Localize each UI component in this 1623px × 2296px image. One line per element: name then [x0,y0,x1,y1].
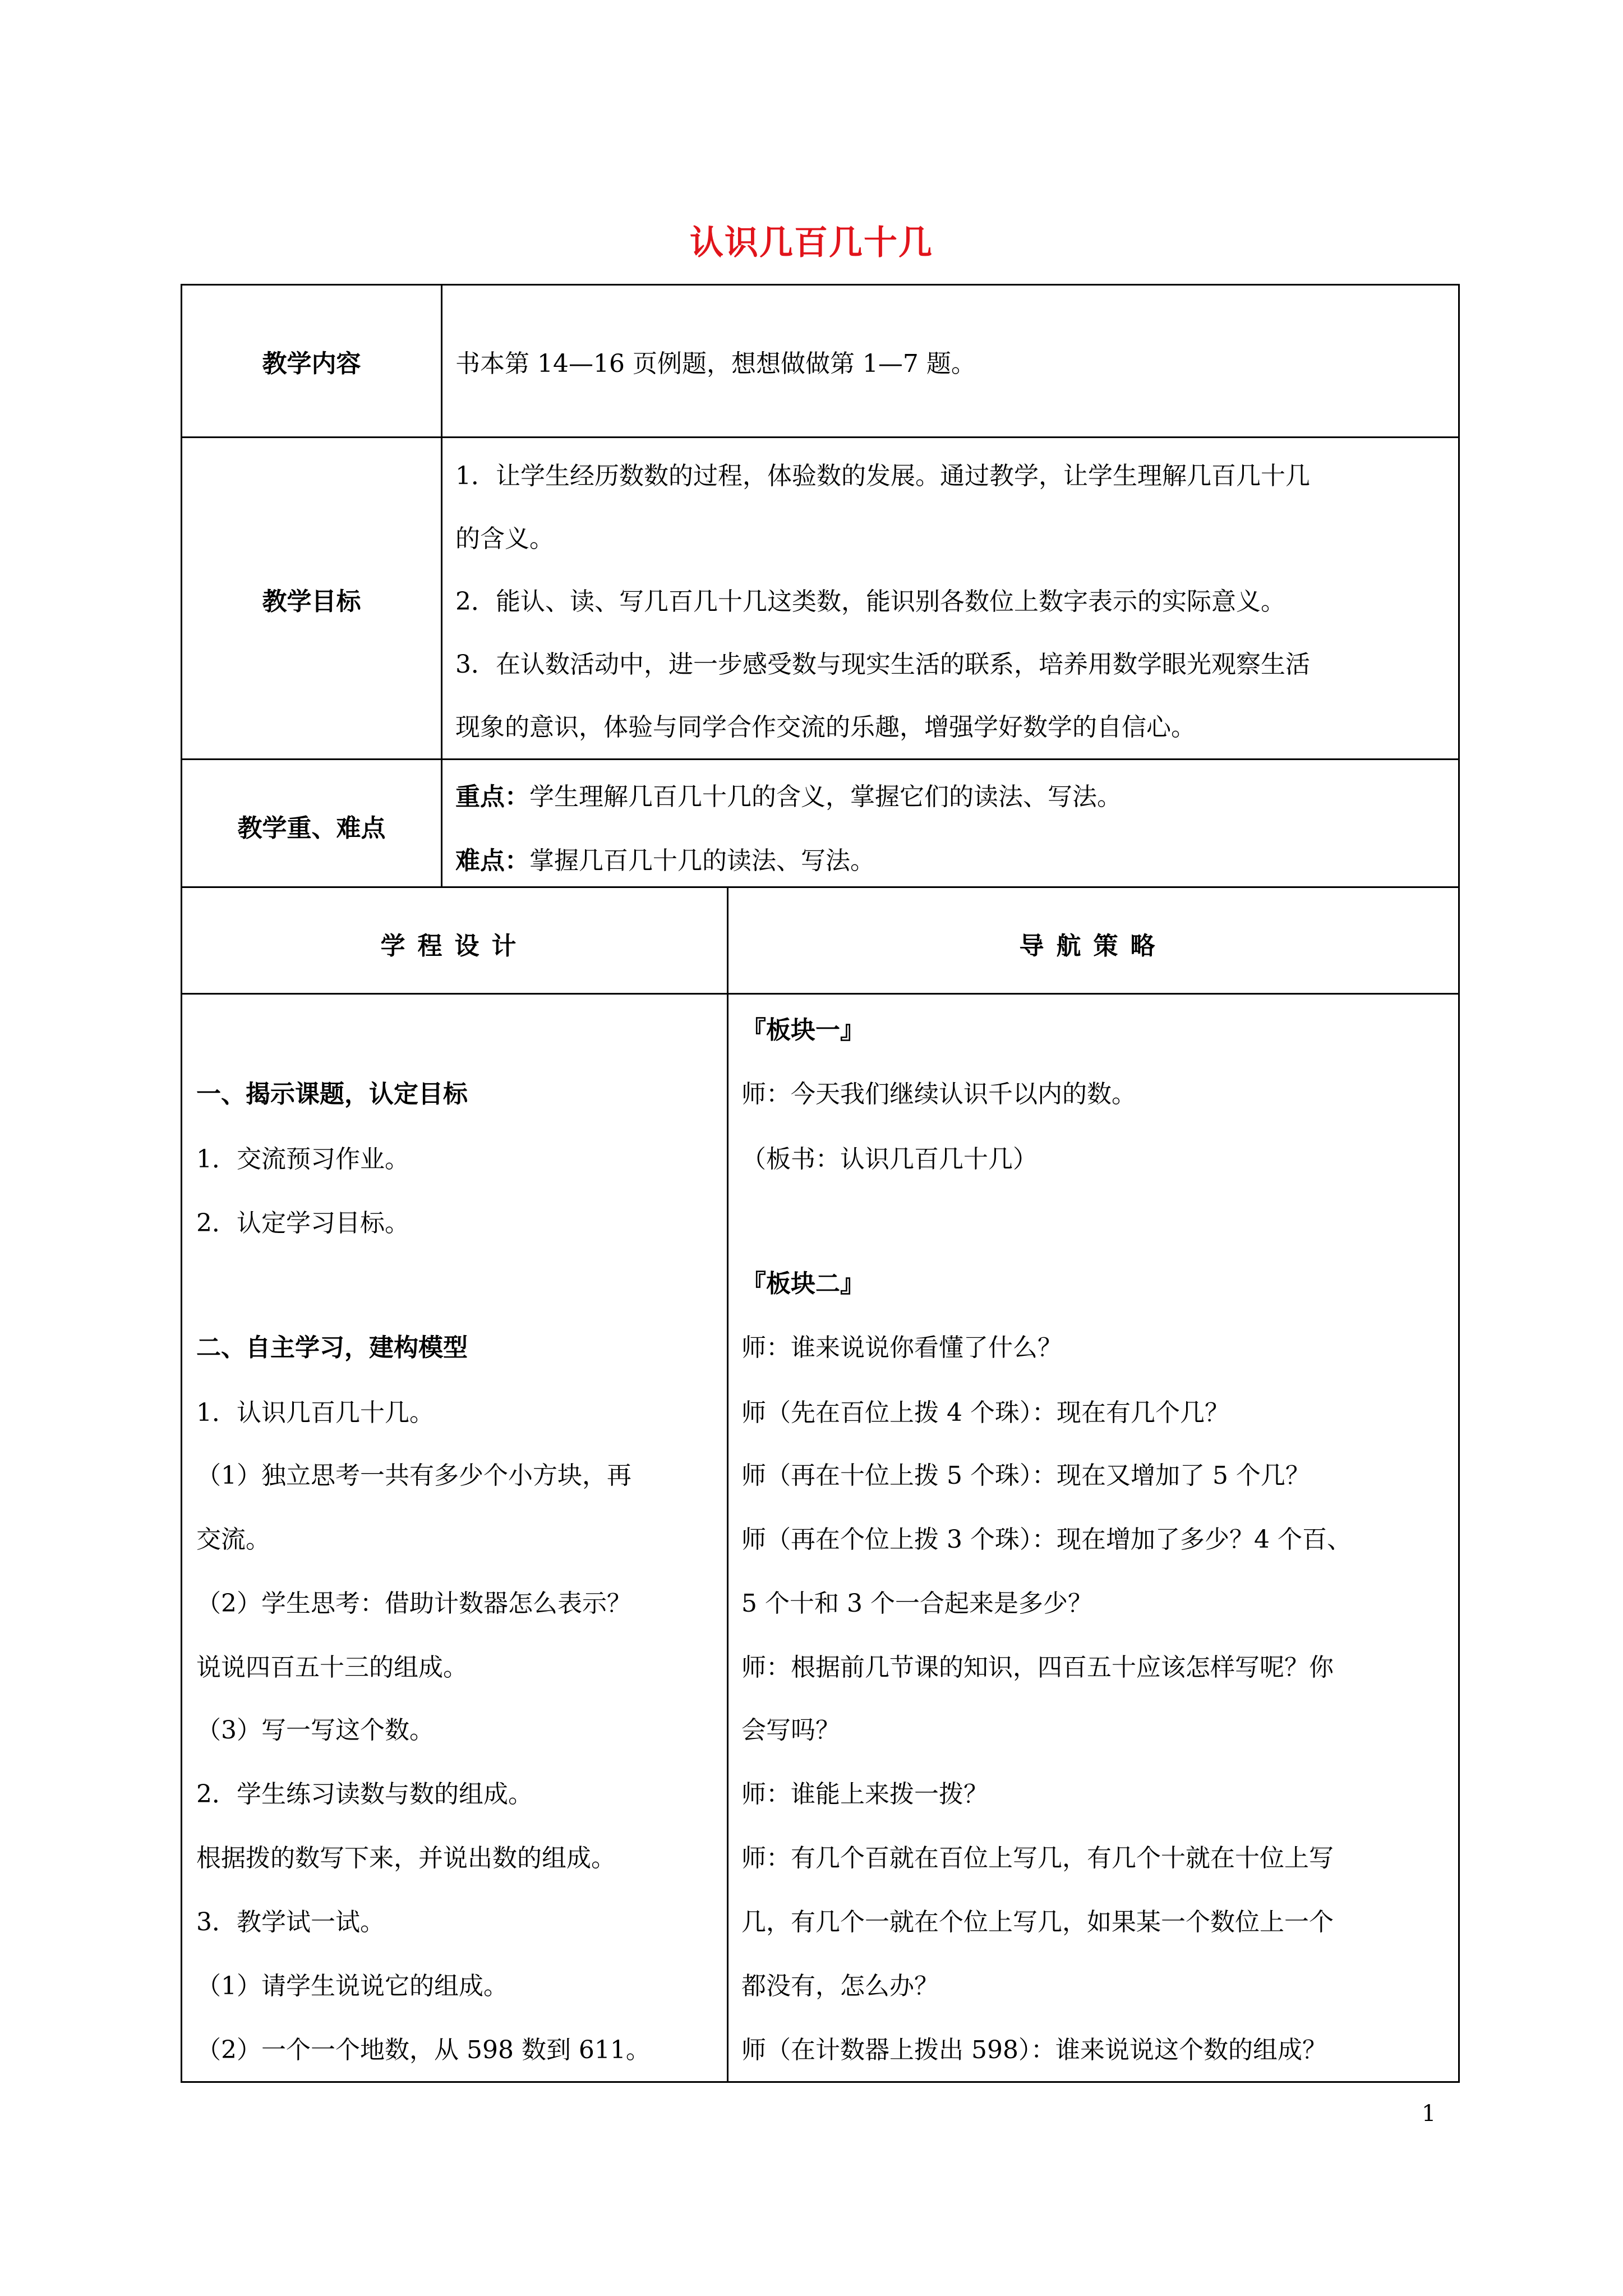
table-border-right [1458,284,1460,2083]
table-divider-label [441,284,442,887]
list-item: 1．认识几百几十几。 [196,1398,434,1427]
table-border-row1 [181,436,1460,438]
list-item: 说说四百五十三的组成。 [196,1653,468,1682]
objective-line: 2．能认、读、写几百几十几这类数，能识别各数位上数字表示的实际意义。 [455,587,1285,616]
table-border-row3 [181,886,1460,888]
focus-label: 重点： [455,783,529,811]
block-heading: 『板块一』 [741,1016,865,1045]
list-item: 师（先在百位上拨 4 个珠）：现在有几个几？ [741,1398,1229,1427]
table-border-row4 [181,993,1460,995]
objectives-label: 教学目标 [262,587,361,616]
table-border-row2 [181,758,1460,760]
objective-line: 1．让学生经历数数的过程，体验数的发展。通过教学，让学生理解几百几十几 [455,462,1310,490]
table-border-left [181,284,182,2083]
objective-line: 的含义。 [455,524,554,553]
list-item: 几，有几个一就在个位上写几，如果某一个数位上一个 [741,1908,1334,1936]
list-item: 1．交流预习作业。 [196,1145,409,1174]
list-item: 师：根据前几节课的知识，四百五十应该怎样写呢？你 [741,1653,1334,1682]
list-item: （2）一个一个地数，从 598 数到 611。 [196,2036,651,2064]
section-heading: 二、自主学习，建构模型 [196,1333,468,1362]
difficulty-label: 难点： [455,846,529,875]
list-item: （1）独立思考一共有多少个小方块，再 [196,1461,631,1490]
section-heading: 一、揭示课题，认定目标 [196,1080,468,1108]
list-item: 师：谁能上来拨一拨？ [741,1780,988,1809]
objective-line: 现象的意识，体验与同学合作交流的乐趣，增强学好数学的自信心。 [455,713,1196,742]
document-title: 认识几百几十几 [690,223,933,263]
objective-line: 3．在认数活动中，进一步感受数与现实生活的联系，培养用数学眼光观察生活 [455,650,1310,679]
list-item: （板书：认识几百几十几） [741,1145,1038,1174]
list-item: 2．学生练习读数与数的组成。 [196,1780,533,1809]
table-border-top [181,284,1460,286]
list-item: 都没有，怎么办？ [741,1972,939,2000]
list-item: 师（在计数器上拨出 598）：谁来说说这个数的组成？ [741,2036,1327,2064]
table-divider-columns [727,886,728,2083]
list-item: 师（再在十位上拨 5 个珠）：现在又增加了 5 个几？ [741,1461,1310,1490]
list-item: 师：今天我们继续认识千以内的数。 [741,1080,1136,1108]
list-item: 会写吗？ [741,1716,840,1745]
list-item: 师：谁来说说你看懂了什么？ [741,1333,1062,1362]
list-item: 3．教学试一试。 [196,1908,385,1936]
list-item: 根据拨的数写下来，并说出数的组成。 [196,1844,616,1872]
list-item: （3）写一写这个数。 [196,1716,434,1745]
focus-line [455,776,1122,812]
list-item: （2）学生思考：借助计数器怎么表示？ [196,1589,631,1618]
right-column-header: 导航策略 [1019,932,1168,960]
difficulty-line [455,840,875,876]
focus-text: 学生理解几百几十几的含义，掌握它们的读法、写法。 [529,783,1122,811]
content-text: 书本第 14—16 页例题，想想做做第 1—7 题。 [455,349,976,378]
block-heading: 『板块二』 [741,1269,865,1298]
list-item: 2．认定学习目标。 [196,1209,409,1237]
list-item: 师（再在个位上拨 3 个珠）：现在增加了多少？4 个百、 [741,1525,1352,1554]
left-column-header: 学程设计 [380,932,529,960]
page-number: 1 [1422,2101,1436,2127]
list-item: 师：有几个百就在百位上写几，有几个十就在十位上写 [741,1844,1334,1872]
list-item: （1）请学生说说它的组成。 [196,1972,508,2000]
list-item: 交流。 [196,1525,270,1554]
list-item: 5 个十和 3 个一合起来是多少？ [741,1589,1092,1618]
difficulty-text: 掌握几百几十几的读法、写法。 [529,846,875,875]
table-border-bottom [181,2081,1460,2083]
content-label: 教学内容 [262,349,361,378]
key-points-label: 教学重、难点 [237,814,386,843]
